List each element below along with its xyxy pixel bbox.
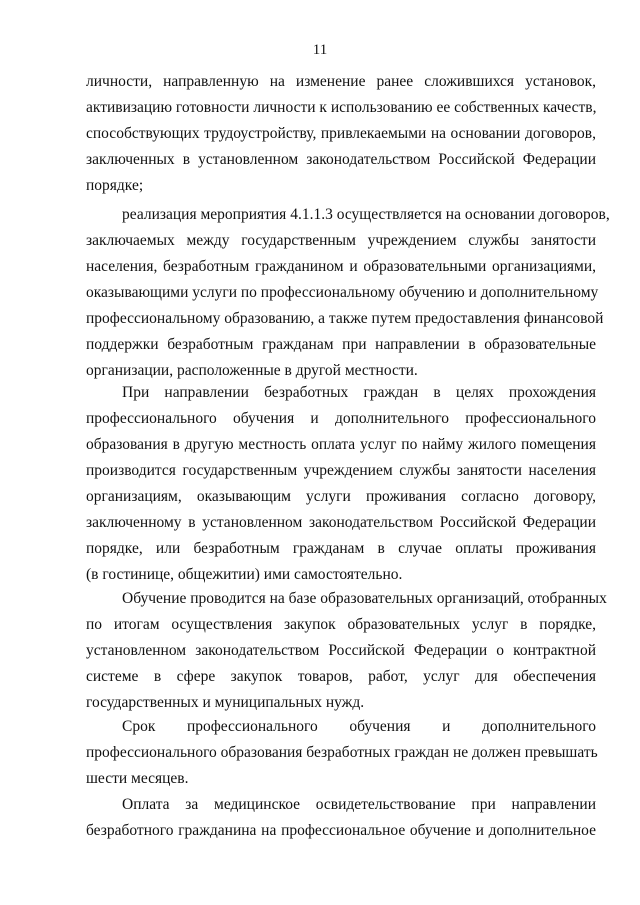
text-line: образования в другую местность оплата услуг по найму жилого помещения (86, 436, 596, 453)
text-line: (в гостинице, общежитии) ими самостоятельно. (86, 566, 403, 583)
text-line: реализация мероприятия 4.1.1.3 осуществляется на основании договоров, (122, 206, 610, 223)
text-line: оказывающими услуги по профессиональному обучению и дополнительному (86, 284, 599, 301)
text-line: населения, безработным гражданином и образовательными организациями, (86, 258, 596, 275)
text-line: безработного гражданина на профессиональное обучение и дополнительное (86, 822, 596, 839)
text-line: профессионального обучения и дополнительного профессионального (86, 410, 596, 427)
text-line: Срок профессионального обучения и дополнительного (122, 718, 596, 735)
text-line: поддержки безработным гражданам при направлении в образовательные (86, 336, 596, 353)
text-line: порядке, или безработным гражданам в случае оплаты проживания (86, 540, 596, 557)
text-line: личности, направленную на изменение ранее сложившихся установок, (86, 73, 596, 90)
text-line: профессионального образования безработных граждан не должен превышать (86, 744, 598, 761)
text-line: по итогам осуществления закупок образовательных услуг в порядке, (86, 616, 596, 633)
page-number: 11 (312, 42, 328, 58)
text-line: государственных и муниципальных нужд. (86, 694, 365, 711)
text-line: Оплата за медицинское освидетельствование при направлении (122, 796, 596, 813)
text-line: системе в сфере закупок товаров, работ, услуг для обеспечения (86, 668, 596, 685)
text-line: заключаемых между государственным учреждением службы занятости (86, 232, 596, 249)
text-line: организациям, оказывающим услуги проживания согласно договору, (86, 488, 596, 505)
text-line: активизацию готовности личности к использованию ее собственных качеств, (86, 99, 597, 116)
text-line: шести месяцев. (86, 770, 189, 787)
text-line: установленном законодательством Российской Федерации о контрактной (86, 642, 596, 659)
text-line: Обучение проводится на базе образовательных организаций, отобранных (122, 590, 607, 607)
text-line: профессиональному образованию, а также путем предоставления финансовой (86, 310, 604, 327)
text-line: заключенных в установленном законодательством Российской Федерации (86, 151, 596, 168)
text-line: При направлении безработных граждан в целях прохождения (122, 384, 596, 401)
text-line: производится государственным учреждением службы занятости населения (86, 462, 596, 479)
text-line: порядке; (86, 177, 144, 194)
text-line: заключенному в установленном законодательством Российской Федерации (86, 514, 596, 531)
text-line: способствующих трудоустройству, привлекаемыми на основании договоров, (86, 125, 596, 142)
text-line: организации, расположенные в другой местности. (86, 362, 418, 379)
